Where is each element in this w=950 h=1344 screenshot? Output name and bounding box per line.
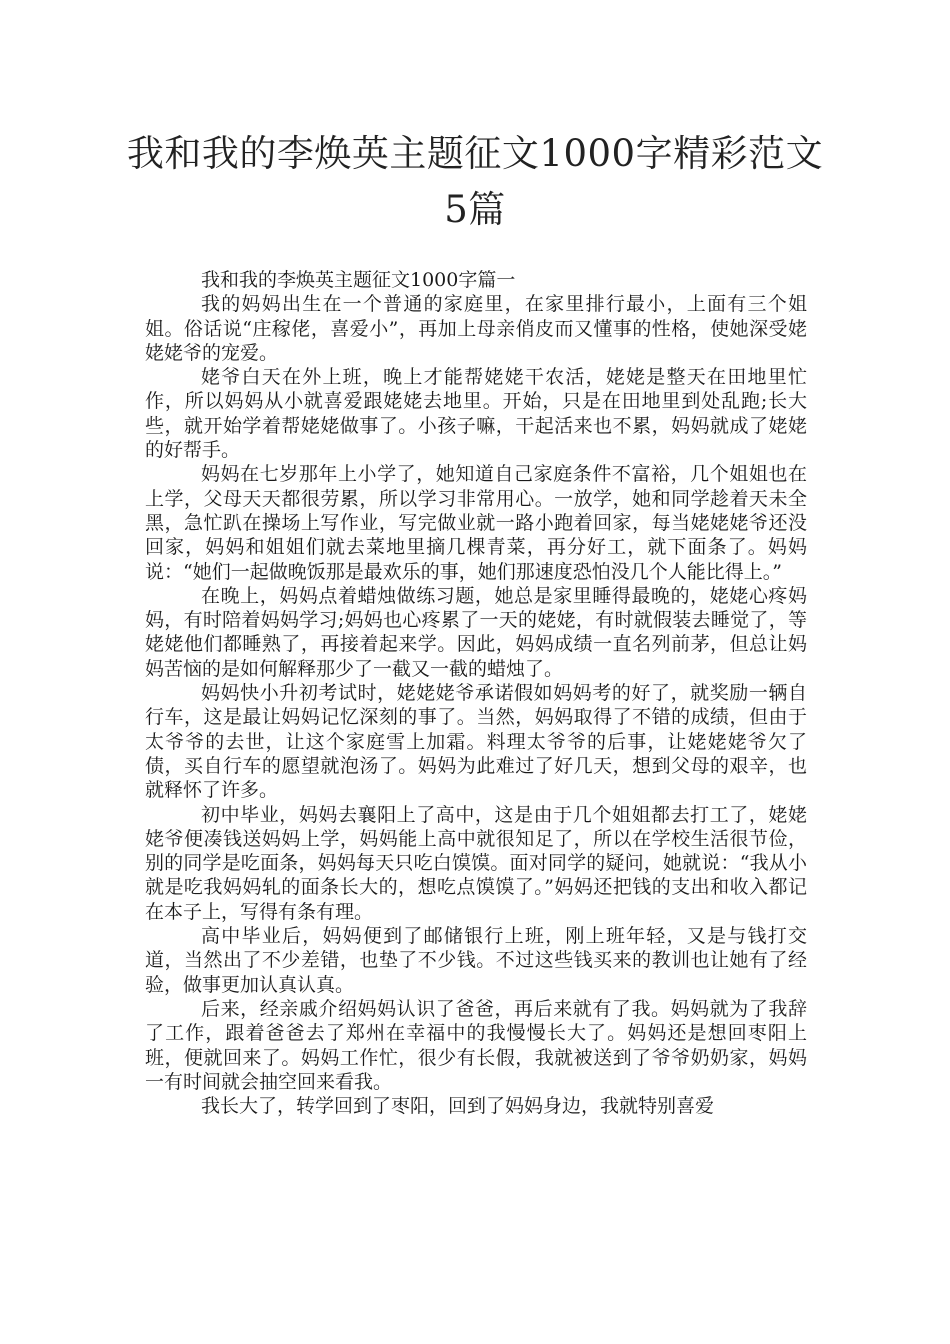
paragraph-1: 我的妈妈出生在一个普通的家庭里，在家里排行最小，上面有三个姐姐。俗话说“庄稼佬，喜爱小”，再加上母亲俏皮而又懂事的性格，使她深受姥姥姥爷的宠爱。 xyxy=(145,293,807,364)
document-body xyxy=(145,268,807,1118)
paragraph-3: 妈妈在七岁那年上小学了，她知道自己家庭条件不富裕，几个姐姐也在上学，父母天天都很劳累，所以学习非常用心。一放学，她和同学趁着天未全黑，急忙趴在操场上写作业，写完做业就一路小跑着回家，每当姥姥姥爷还没回家，妈妈和姐姐们就去菜地里摘几棵青菜，再分好工，就下面条了。妈妈说：“她们一起做晚饭那是最欢乐的事，她们那速度恐怕没几个人能比得上。” xyxy=(145,463,807,583)
title-line-1: 我和我的李焕英主题征文1000字精彩范文 xyxy=(126,132,824,175)
paragraph-4: 在晚上，妈妈点着蜡烛做练习题，她总是家里睡得最晚的，姥姥心疼妈妈，有时陪着妈妈学习;妈妈也心疼累了一天的姥姥，有时就假装去睡觉了，等姥姥他们都睡熟了，再接着起来学。因此，妈妈成绩一直名列前茅，但总让妈妈苦恼的是如何解释那少了一截又一截的蜡烛了。 xyxy=(145,584,807,680)
title-line-2: 5篇 xyxy=(444,188,506,231)
section-heading: 我和我的李焕英主题征文1000字篇一 xyxy=(201,269,516,291)
paragraph-8: 后来，经亲戚介绍妈妈认识了爸爸，再后来就有了我。妈妈就为了我辞了工作，跟着爸爸去了郑州在幸福中的我慢慢长大了。妈妈还是想回枣阳上班，便就回来了。妈妈工作忙，很少有长假，我就被送到了爷爷奶奶家，妈妈一有时间就会抽空回来看我。 xyxy=(145,997,807,1093)
paragraph-7: 高中毕业后，妈妈便到了邮储银行上班，刚上班年轻，又是与钱打交道，当然出了不少差错，也垫了不少钱。不过这些钱买来的教训也让她有了经验，做事更加认真认真。 xyxy=(145,925,807,996)
paragraph-6: 初中毕业，妈妈去襄阳上了高中，这是由于几个姐姐都去打工了，姥姥姥爷便凑钱送妈妈上学，妈妈能上高中就很知足了，所以在学校生活很节俭，别的同学是吃面条，妈妈每天只吃白馍馍。面对同学的疑问，她就说：“我从小就是吃我妈妈轧的面条长大的，想吃点馍馍了。”妈妈还把钱的支出和收入都记在本子上，写得有条有理。 xyxy=(145,803,807,923)
paragraph-2: 姥爷白天在外上班，晚上才能帮姥姥干农活，姥姥是整天在田地里忙作，所以妈妈从小就喜爱跟姥姥去地里。开始，只是在田地里到处乱跑;长大些，就开始学着帮姥姥做事了。小孩子嘛，干起活来也不累，妈妈就成了姥姥的好帮手。 xyxy=(145,366,807,462)
paragraph-5: 妈妈快小升初考试时，姥姥姥爷承诺假如妈妈考的好了，就奖励一辆自行车，这是最让妈妈记忆深刻的事了。当然，妈妈取得了不错的成绩，但由于太爷爷的去世，让这个家庭雪上加霜。料理太爷爷的后事，让姥姥姥爷欠了债，买自行车的愿望就泡汤了。妈妈为此难过了好几天，想到父母的艰辛，也就释怀了许多。 xyxy=(145,682,807,802)
paragraph-9: 我长大了，转学回到了枣阳，回到了妈妈身边，我就特别喜爱 xyxy=(201,1095,715,1118)
document-title xyxy=(120,126,830,238)
